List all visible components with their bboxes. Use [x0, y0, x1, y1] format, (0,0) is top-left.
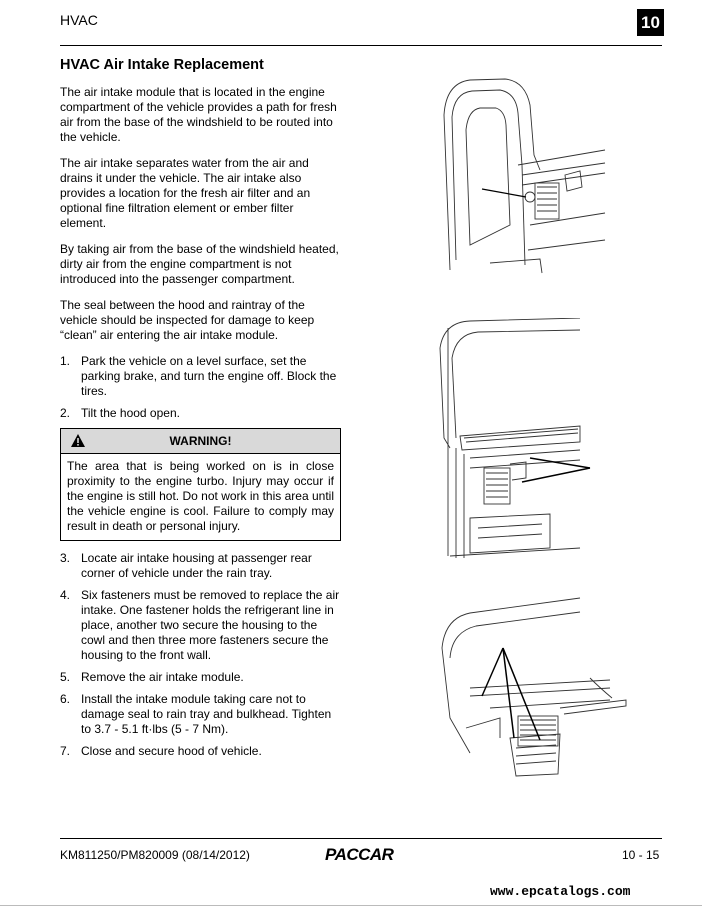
step-item — [60, 744, 342, 759]
step-number: 4. — [60, 588, 71, 602]
step-text: Locate air intake housing at passenger rear corner of vehicle under the rain tray. — [81, 551, 312, 580]
step-text: Install the intake module taking care not to damage seal to rain tray and bulkhead. Tighten to 3.7 - 5.1 ft·lbs (5 - 7 Nm). — [81, 692, 332, 736]
step-text: Remove the air intake module. — [81, 670, 244, 684]
step-number: 2. — [60, 406, 71, 420]
step-item — [60, 354, 342, 399]
steps-list — [60, 354, 342, 421]
header-title: HVAC — [60, 12, 98, 28]
page-bottom-edge — [0, 905, 702, 906]
warning-title: WARNING! — [169, 434, 232, 448]
footer-document-number: KM811250/PM820009 (08/14/2012) — [60, 848, 250, 862]
step-item — [60, 692, 342, 737]
footer-divider — [60, 838, 662, 839]
figure-air-intake-module — [430, 588, 630, 778]
step-number: 1. — [60, 354, 71, 368]
intro-paragraph: By taking air from the base of the windshield heated, dirty air from the engine compartment is not introduced into the passenger compartment. — [60, 242, 339, 286]
step-text: Tilt the hood open. — [81, 406, 180, 420]
intro-paragraph: The air intake module that is located in the engine compartment of the vehicle provides a path for fresh air from the base of the windshield to be routed into the vehicle. — [60, 85, 337, 144]
intro-paragraph: The air intake separates water from the air and drains it under the vehicle. The air intake also provides a location for the fresh air filter and an optional fine filtration element or ember filter element. — [60, 156, 311, 230]
warning-text: The area that is being worked on is in close proximity to the engine turbo. Injury may occur if the engine is still hot. Do not work in this area until the vehicle engine is cool. Failure to comply may result in death or personal injury. — [67, 459, 334, 533]
step-item — [60, 406, 342, 421]
paccar-logo: PACCAR — [325, 845, 394, 864]
step-number: 6. — [60, 692, 71, 706]
step-text: Park the vehicle on a level surface, set the parking brake, and turn the engine off. Block the tires. — [81, 354, 337, 398]
footer-page-number: 10 - 15 — [622, 848, 660, 862]
step-text: Six fasteners must be removed to replace the air intake. One fastener holds the refrigerant line in place, another two secure the housing to the cowl and then three more fasteners secure the housing to the front wall. — [81, 588, 340, 662]
header-divider — [60, 45, 662, 46]
warning-triangle-icon — [70, 433, 86, 448]
step-number: 3. — [60, 551, 71, 565]
intro-paragraph: The seal between the hood and raintray of the vehicle should be inspected for damage to keep “clean” air entering the air intake module. — [60, 298, 315, 342]
step-number: 5. — [60, 670, 71, 684]
warning-box — [60, 428, 341, 541]
section-title: HVAC Air Intake Replacement — [60, 57, 264, 73]
steps-list-continued — [60, 551, 342, 759]
chapter-badge: 10 — [637, 9, 664, 36]
body-text-column — [60, 85, 342, 766]
step-item — [60, 551, 342, 581]
watermark-url: www.epcatalogs.com — [490, 884, 631, 899]
warning-header — [61, 429, 340, 454]
step-item — [60, 670, 342, 685]
step-number: 7. — [60, 744, 71, 758]
step-item — [60, 588, 342, 663]
step-text: Close and secure hood of vehicle. — [81, 744, 262, 758]
figure-air-intake-location — [430, 75, 608, 275]
figure-air-intake-housing — [430, 318, 608, 566]
